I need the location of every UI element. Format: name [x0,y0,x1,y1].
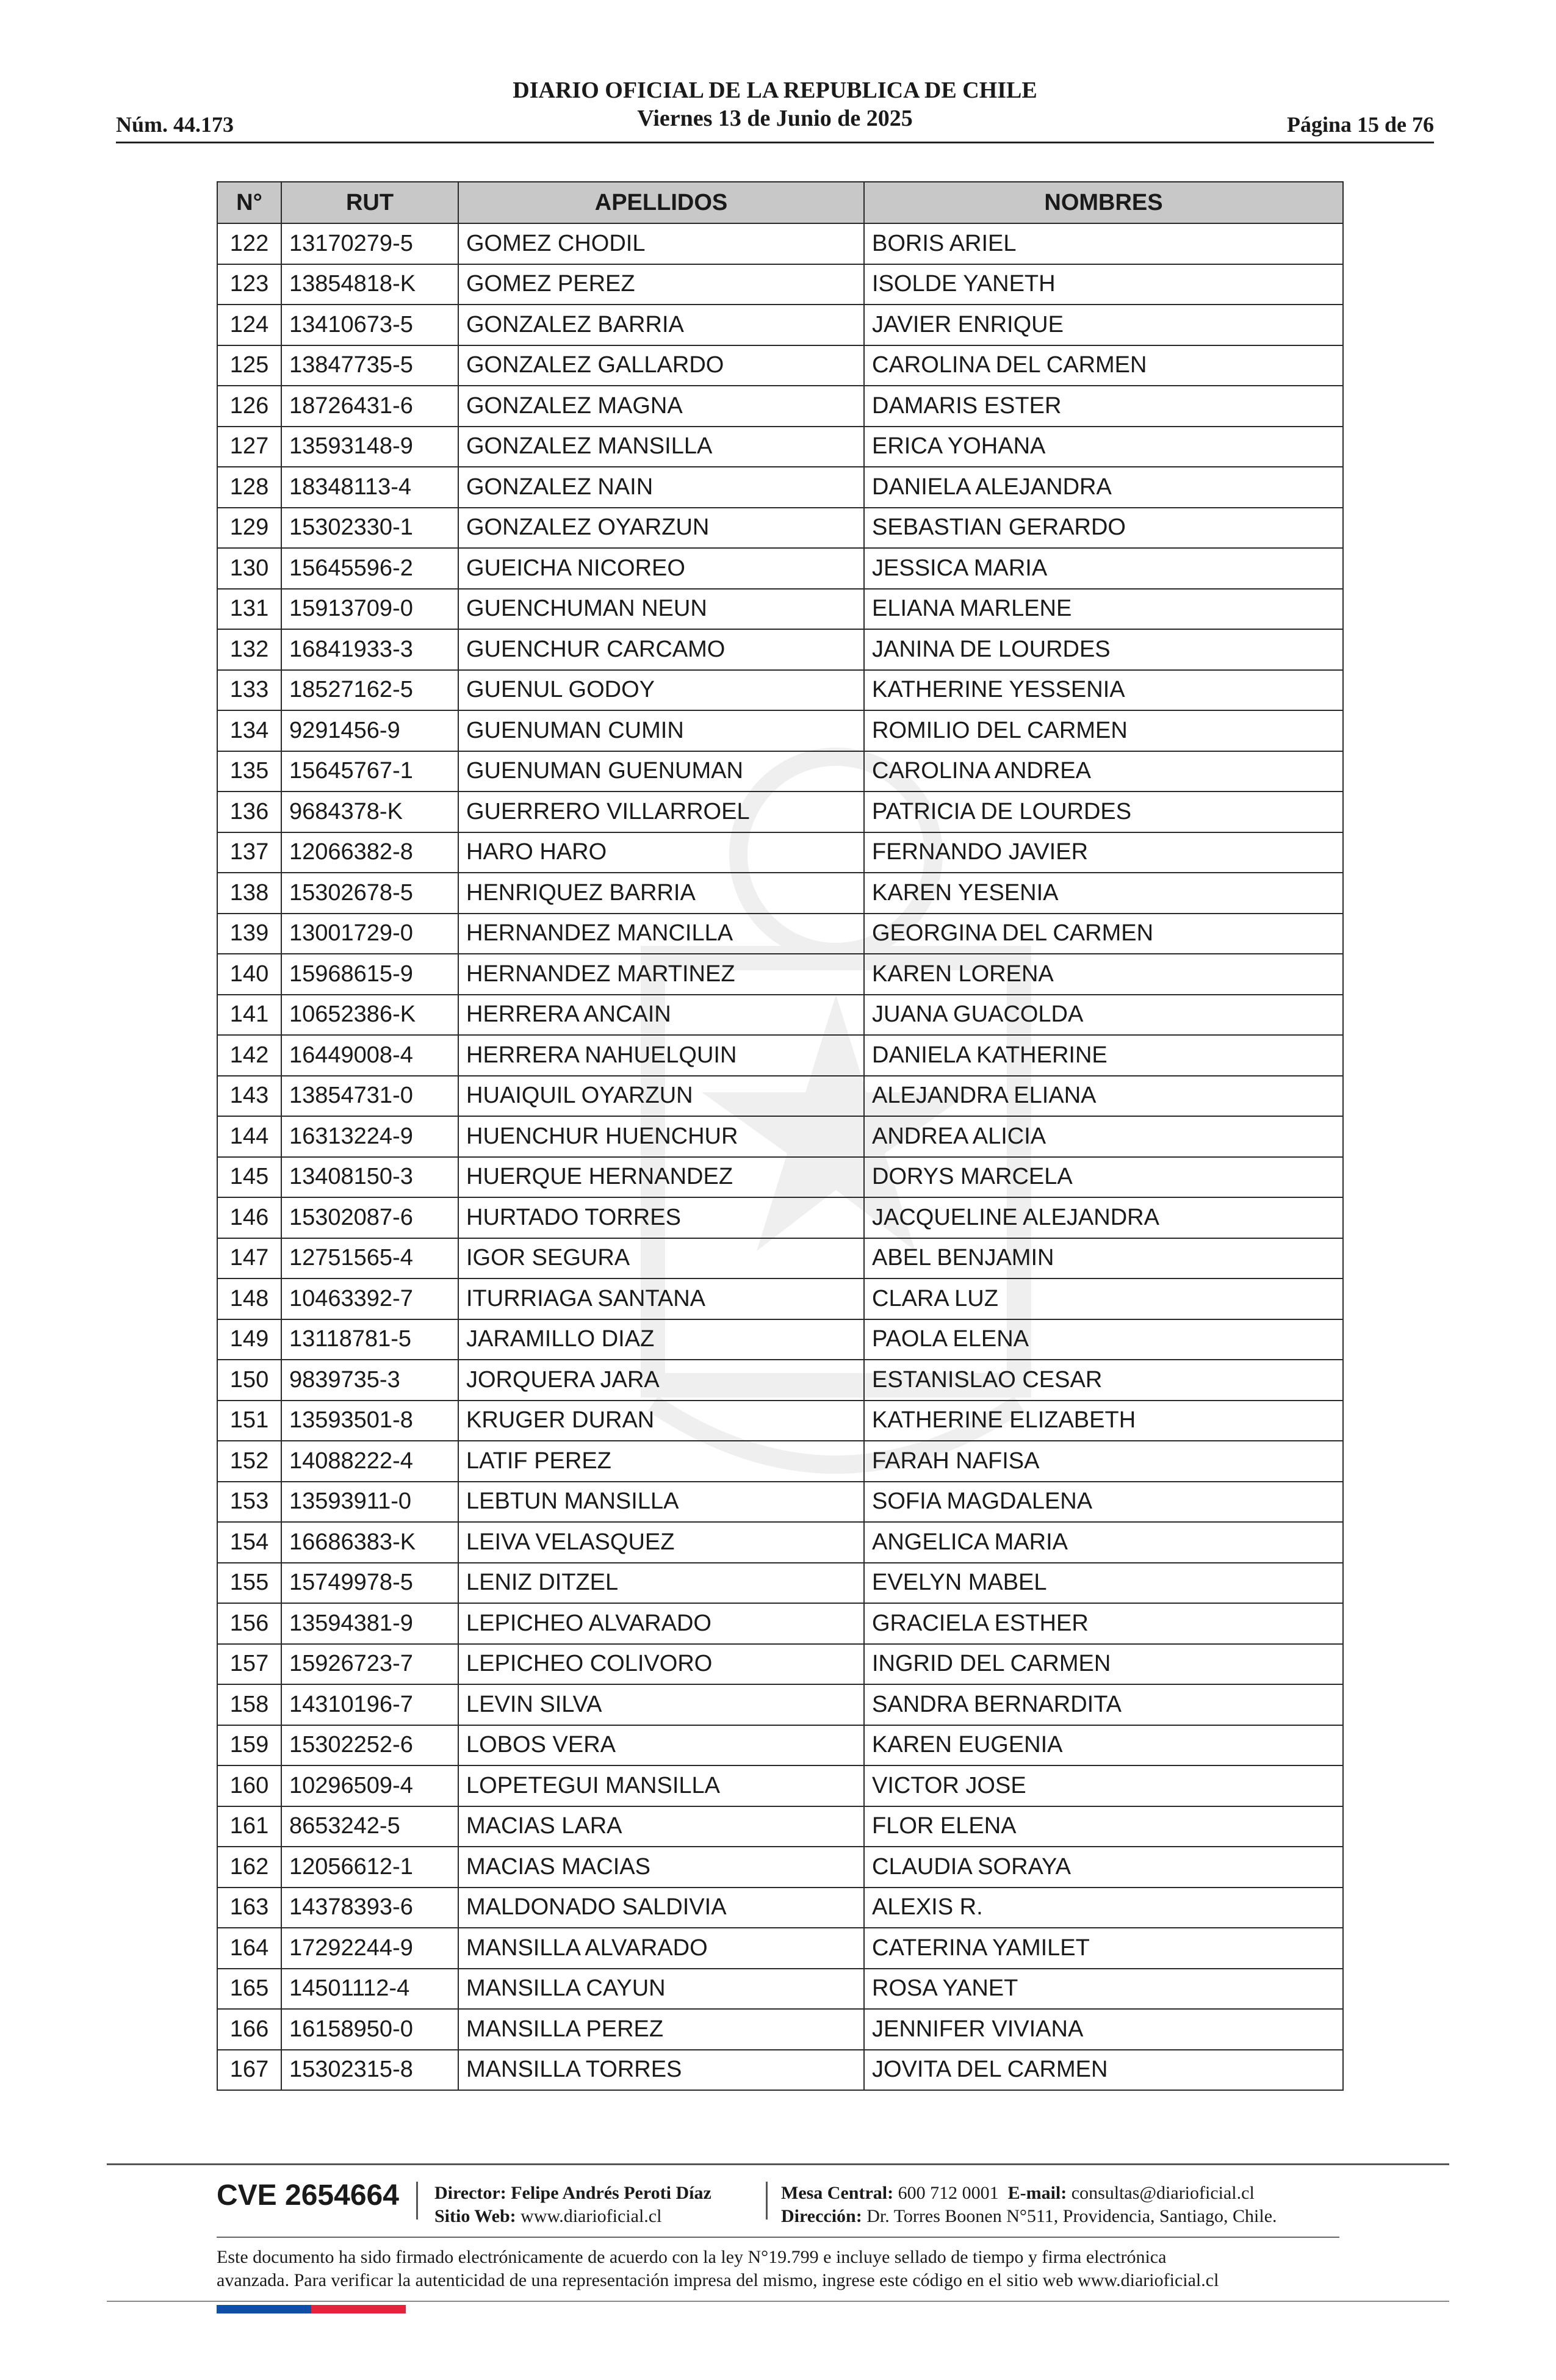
cell-number: 148 [217,1278,281,1319]
footer-separator [416,2182,418,2220]
page-header [116,76,1434,143]
cell-apellidos: GUENCHUMAN NEUN [458,589,864,630]
cell-apellidos: HERNANDEZ MARTINEZ [458,954,864,995]
cell-rut: 9291456-9 [281,710,458,751]
email-link[interactable]: consultas@diarioficial.cl [1071,2183,1255,2203]
column-header-rut: RUT [281,182,458,223]
address-value: Dr. Torres Boonen N°511, Providencia, Santiago, Chile. [866,2206,1277,2226]
cell-number: 155 [217,1563,281,1604]
cell-rut: 13854731-0 [281,1076,458,1117]
cell-rut: 13170279-5 [281,223,458,264]
cell-number: 153 [217,1482,281,1523]
cell-nombres: CLARA LUZ [864,1278,1343,1319]
cell-apellidos: MALDONADO SALDIVIA [458,1888,864,1928]
cell-rut: 15302678-5 [281,873,458,914]
cell-number: 131 [217,589,281,630]
cell-nombres: SEBASTIAN GERARDO [864,508,1343,549]
table-row [217,1847,1343,1888]
table-row [217,1197,1343,1238]
legal-line-1: Este documento ha sido firmado electrónicamente de acuerdo con la ley N°19.799 e incluye sellado de tiempo y firma electrónica [217,2247,1167,2267]
cell-apellidos: GONZALEZ OYARZUN [458,508,864,549]
cell-number: 137 [217,832,281,873]
cell-number: 163 [217,1888,281,1928]
cell-apellidos: MANSILLA PEREZ [458,2009,864,2050]
table-row [217,1076,1343,1117]
column-header-nombres: NOMBRES [864,182,1343,223]
cell-nombres: DANIELA KATHERINE [864,1035,1343,1076]
issue-date: Viernes 13 de Junio de 2025 [637,106,913,131]
cell-rut: 9839735-3 [281,1360,458,1401]
cell-number: 144 [217,1116,281,1157]
cell-nombres: JANINA DE LOURDES [864,629,1343,670]
cell-nombres: PATRICIA DE LOURDES [864,792,1343,832]
table-row [217,1563,1343,1604]
cell-number: 147 [217,1238,281,1279]
cell-apellidos: LATIF PEREZ [458,1441,864,1482]
cell-nombres: GEORGINA DEL CARMEN [864,914,1343,954]
cell-number: 127 [217,427,281,467]
table-row [217,995,1343,1036]
cell-nombres: ELIANA MARLENE [864,589,1343,630]
cell-apellidos: IGOR SEGURA [458,1238,864,1279]
table-row [217,1360,1343,1401]
cell-apellidos: HENRIQUEZ BARRIA [458,873,864,914]
cell-apellidos: LEVIN SILVA [458,1684,864,1725]
cell-number: 145 [217,1157,281,1198]
cell-nombres: EVELYN MABEL [864,1563,1343,1604]
issue-number: Núm. 44.173 [116,112,234,137]
cell-apellidos: GONZALEZ GALLARDO [458,345,864,386]
cell-rut: 15302252-6 [281,1725,458,1766]
cell-rut: 18527162-5 [281,670,458,711]
website-label: Sitio Web: [434,2206,516,2226]
cell-apellidos: GONZALEZ NAIN [458,467,864,508]
cell-apellidos: LEPICHEO ALVARADO [458,1603,864,1644]
cell-number: 132 [217,629,281,670]
table-row [217,467,1343,508]
cell-apellidos: HURTADO TORRES [458,1197,864,1238]
table-row [217,629,1343,670]
cell-nombres: INGRID DEL CARMEN [864,1644,1343,1685]
cell-number: 158 [217,1684,281,1725]
cell-apellidos: LEBTUN MANSILLA [458,1482,864,1523]
cell-nombres: JACQUELINE ALEJANDRA [864,1197,1343,1238]
footer-separator [766,2182,768,2220]
cell-apellidos: HUERQUE HERNANDEZ [458,1157,864,1198]
table-row [217,1522,1343,1563]
cell-apellidos: LOBOS VERA [458,1725,864,1766]
cell-rut: 10296509-4 [281,1765,458,1806]
cell-apellidos: LENIZ DITZEL [458,1563,864,1604]
cell-rut: 15968615-9 [281,954,458,995]
table-row [217,832,1343,873]
cell-nombres: JUANA GUACOLDA [864,995,1343,1036]
cell-apellidos: GONZALEZ BARRIA [458,305,864,345]
cell-nombres: SANDRA BERNARDITA [864,1684,1343,1725]
table-row [217,2009,1343,2050]
table-row [217,954,1343,995]
cell-number: 143 [217,1076,281,1117]
table-row [217,914,1343,954]
cell-number: 141 [217,995,281,1036]
cell-rut: 15913709-0 [281,589,458,630]
cell-rut: 14310196-7 [281,1684,458,1725]
cell-rut: 14088222-4 [281,1441,458,1482]
table-row [217,1603,1343,1644]
cell-nombres: ANGELICA MARIA [864,1522,1343,1563]
cell-rut: 13593911-0 [281,1482,458,1523]
table-row [217,386,1343,427]
cell-apellidos: KRUGER DURAN [458,1401,864,1441]
cell-number: 164 [217,1928,281,1969]
flag-stripe-red [311,2305,406,2313]
table-row [217,1238,1343,1279]
cell-rut: 16158950-0 [281,2009,458,2050]
cell-apellidos: HUAIQUIL OYARZUN [458,1076,864,1117]
table-row [217,1806,1343,1847]
mesa-phone: 600 712 0001 [898,2183,999,2203]
cell-number: 139 [217,914,281,954]
table-row [217,548,1343,589]
cell-apellidos: MANSILLA ALVARADO [458,1928,864,1969]
table-row [217,2050,1343,2091]
cell-rut: 16313224-9 [281,1116,458,1157]
website-link[interactable]: www.diarioficial.cl [520,2206,662,2226]
cell-rut: 15645596-2 [281,548,458,589]
cell-apellidos: GUERRERO VILLARROEL [458,792,864,832]
cell-number: 152 [217,1441,281,1482]
cell-apellidos: GUENUMAN CUMIN [458,710,864,751]
cell-apellidos: LOPETEGUI MANSILLA [458,1765,864,1806]
cell-nombres: PAOLA ELENA [864,1319,1343,1360]
cell-nombres: JAVIER ENRIQUE [864,305,1343,345]
cell-rut: 16449008-4 [281,1035,458,1076]
cell-rut: 15302330-1 [281,508,458,549]
cell-number: 157 [217,1644,281,1685]
cell-apellidos: HERRERA ANCAIN [458,995,864,1036]
cell-rut: 14378393-6 [281,1888,458,1928]
cell-apellidos: MANSILLA CAYUN [458,1969,864,2010]
cell-rut: 13593501-8 [281,1401,458,1441]
cell-nombres: KATHERINE YESSENIA [864,670,1343,711]
cell-number: 138 [217,873,281,914]
cell-rut: 16841933-3 [281,629,458,670]
cell-nombres: SOFIA MAGDALENA [864,1482,1343,1523]
cell-number: 122 [217,223,281,264]
cell-rut: 15302315-8 [281,2050,458,2091]
table-row [217,345,1343,386]
cell-apellidos: GUENCHUR CARCAMO [458,629,864,670]
cell-rut: 14501112-4 [281,1969,458,2010]
cell-nombres: CLAUDIA SORAYA [864,1847,1343,1888]
cell-number: 150 [217,1360,281,1401]
cell-number: 160 [217,1765,281,1806]
cell-number: 125 [217,345,281,386]
table-row [217,1441,1343,1482]
cell-number: 142 [217,1035,281,1076]
cell-number: 146 [217,1197,281,1238]
cell-nombres: FARAH NAFISA [864,1441,1343,1482]
column-header-number: N° [217,182,281,223]
table-row [217,1116,1343,1157]
cell-nombres: KAREN EUGENIA [864,1725,1343,1766]
cell-rut: 13594381-9 [281,1603,458,1644]
table-row [217,670,1343,711]
cell-apellidos: LEPICHEO COLIVORO [458,1644,864,1685]
cell-rut: 13410673-5 [281,305,458,345]
cell-apellidos: HERRERA NAHUELQUIN [458,1035,864,1076]
cell-nombres: VICTOR JOSE [864,1765,1343,1806]
table-row [217,305,1343,345]
cell-rut: 15302087-6 [281,1197,458,1238]
cell-rut: 12066382-8 [281,832,458,873]
table-row [217,751,1343,792]
cell-apellidos: GOMEZ PEREZ [458,264,864,305]
column-header-apellidos: APELLIDOS [458,182,864,223]
table-row [217,264,1343,305]
cell-apellidos: GOMEZ CHODIL [458,223,864,264]
flag-stripe-blue [217,2305,311,2313]
cell-nombres: ROSA YANET [864,1969,1343,2010]
footer-divider-middle [217,2237,1339,2238]
cell-number: 128 [217,467,281,508]
cell-nombres: ISOLDE YANETH [864,264,1343,305]
cell-rut: 18348113-4 [281,467,458,508]
cell-rut: 13847735-5 [281,345,458,386]
table-header-row [217,182,1343,223]
cell-number: 124 [217,305,281,345]
cell-rut: 18726431-6 [281,386,458,427]
cell-nombres: ALEXIS R. [864,1888,1343,1928]
journal-title: DIARIO OFICIAL DE LA REPUBLICA DE CHILE [513,78,1037,103]
cell-nombres: ANDREA ALICIA [864,1116,1343,1157]
cve-code: CVE 2654664 [217,2179,399,2212]
cell-rut: 12056612-1 [281,1847,458,1888]
cell-nombres: GRACIELA ESTHER [864,1603,1343,1644]
cell-nombres: FLOR ELENA [864,1806,1343,1847]
table-row [217,508,1343,549]
cell-rut: 9684378-K [281,792,458,832]
cell-number: 165 [217,1969,281,2010]
cell-apellidos: HARO HARO [458,832,864,873]
cell-rut: 15645767-1 [281,751,458,792]
table-row [217,427,1343,467]
email-label: E-mail: [1007,2183,1067,2203]
cell-nombres: FERNANDO JAVIER [864,832,1343,873]
cell-rut: 13118781-5 [281,1319,458,1360]
cell-apellidos: HERNANDEZ MANCILLA [458,914,864,954]
cell-number: 135 [217,751,281,792]
cell-apellidos: JORQUERA JARA [458,1360,864,1401]
table-row [217,1684,1343,1725]
table-row [217,1401,1343,1441]
director-label: Director: [434,2183,506,2203]
cell-number: 154 [217,1522,281,1563]
cell-rut: 8653242-5 [281,1806,458,1847]
cell-nombres: ESTANISLAO CESAR [864,1360,1343,1401]
cell-rut: 16686383-K [281,1522,458,1563]
cell-number: 161 [217,1806,281,1847]
cell-nombres: ALEJANDRA ELIANA [864,1076,1343,1117]
cell-nombres: KATHERINE ELIZABETH [864,1401,1343,1441]
cell-number: 151 [217,1401,281,1441]
footer-contact-block [781,2182,1277,2228]
table-row [217,1969,1343,2010]
footer-divider-bottom [107,2301,1449,2302]
cell-nombres: DANIELA ALEJANDRA [864,467,1343,508]
cell-number: 159 [217,1725,281,1766]
cell-apellidos: MACIAS LARA [458,1806,864,1847]
cell-nombres: CATERINA YAMILET [864,1928,1343,1969]
address-label: Dirección: [781,2206,862,2226]
table-row [217,1928,1343,1969]
cell-number: 167 [217,2050,281,2091]
table-body [217,223,1343,2090]
cell-nombres: JESSICA MARIA [864,548,1343,589]
cell-apellidos: MANSILLA TORRES [458,2050,864,2091]
cell-number: 133 [217,670,281,711]
cell-number: 136 [217,792,281,832]
director-name: Felipe Andrés Peroti Díaz [511,2183,711,2203]
cell-apellidos: HUENCHUR HUENCHUR [458,1116,864,1157]
table-row [217,223,1343,264]
cell-apellidos: MACIAS MACIAS [458,1847,864,1888]
cell-number: 134 [217,710,281,751]
personnel-table [217,181,1344,2091]
table-row [217,792,1343,832]
cell-apellidos: JARAMILLO DIAZ [458,1319,864,1360]
cell-rut: 12751565-4 [281,1238,458,1279]
cell-apellidos: GONZALEZ MANSILLA [458,427,864,467]
cell-number: 156 [217,1603,281,1644]
cell-number: 130 [217,548,281,589]
cell-number: 126 [217,386,281,427]
cell-number: 166 [217,2009,281,2050]
cell-rut: 15926723-7 [281,1644,458,1685]
table-row [217,1278,1343,1319]
table-row [217,1644,1343,1685]
cell-nombres: JOVITA DEL CARMEN [864,2050,1343,2091]
mesa-label: Mesa Central: [781,2183,894,2203]
cell-nombres: BORIS ARIEL [864,223,1343,264]
cell-apellidos: GUENUL GODOY [458,670,864,711]
cell-number: 129 [217,508,281,549]
table-row [217,1725,1343,1766]
cell-nombres: CAROLINA ANDREA [864,751,1343,792]
cell-apellidos: GUENUMAN GUENUMAN [458,751,864,792]
footer-divider-top [107,2163,1449,2165]
cell-nombres: CAROLINA DEL CARMEN [864,345,1343,386]
cell-rut: 17292244-9 [281,1928,458,1969]
table-row [217,1888,1343,1928]
cell-rut: 10652386-K [281,995,458,1036]
cell-number: 140 [217,954,281,995]
cell-number: 162 [217,1847,281,1888]
legal-notice [217,2246,1342,2292]
cell-apellidos: GUEICHA NICOREO [458,548,864,589]
footer-director-block [434,2182,711,2228]
cell-rut: 13593148-9 [281,427,458,467]
cell-nombres: KAREN LORENA [864,954,1343,995]
cell-apellidos: GONZALEZ MAGNA [458,386,864,427]
cell-rut: 15749978-5 [281,1563,458,1604]
page-number: Página 15 de 76 [1286,112,1434,137]
table-row [217,589,1343,630]
table-row [217,873,1343,914]
legal-line-2: avanzada. Para verificar la autenticidad de una representación impresa del mismo, ingrese este código en el sitio web www.diarioficial.cl [217,2270,1219,2290]
cell-nombres: DAMARIS ESTER [864,386,1343,427]
cell-nombres: ROMILIO DEL CARMEN [864,710,1343,751]
cell-nombres: KAREN YESENIA [864,873,1343,914]
table-row [217,1035,1343,1076]
table-row [217,1482,1343,1523]
cell-number: 123 [217,264,281,305]
table-row [217,710,1343,751]
table-row [217,1765,1343,1806]
masthead [116,76,1434,132]
cell-rut: 13854818-K [281,264,458,305]
cell-apellidos: LEIVA VELASQUEZ [458,1522,864,1563]
cell-rut: 10463392-7 [281,1278,458,1319]
cell-nombres: ABEL BENJAMIN [864,1238,1343,1279]
cell-rut: 13408150-3 [281,1157,458,1198]
cell-number: 149 [217,1319,281,1360]
cell-nombres: JENNIFER VIVIANA [864,2009,1343,2050]
cell-rut: 13001729-0 [281,914,458,954]
header-divider [116,142,1434,143]
table-row [217,1157,1343,1198]
cell-nombres: ERICA YOHANA [864,427,1343,467]
table-row [217,1319,1343,1360]
cell-apellidos: ITURRIAGA SANTANA [458,1278,864,1319]
cell-nombres: DORYS MARCELA [864,1157,1343,1198]
